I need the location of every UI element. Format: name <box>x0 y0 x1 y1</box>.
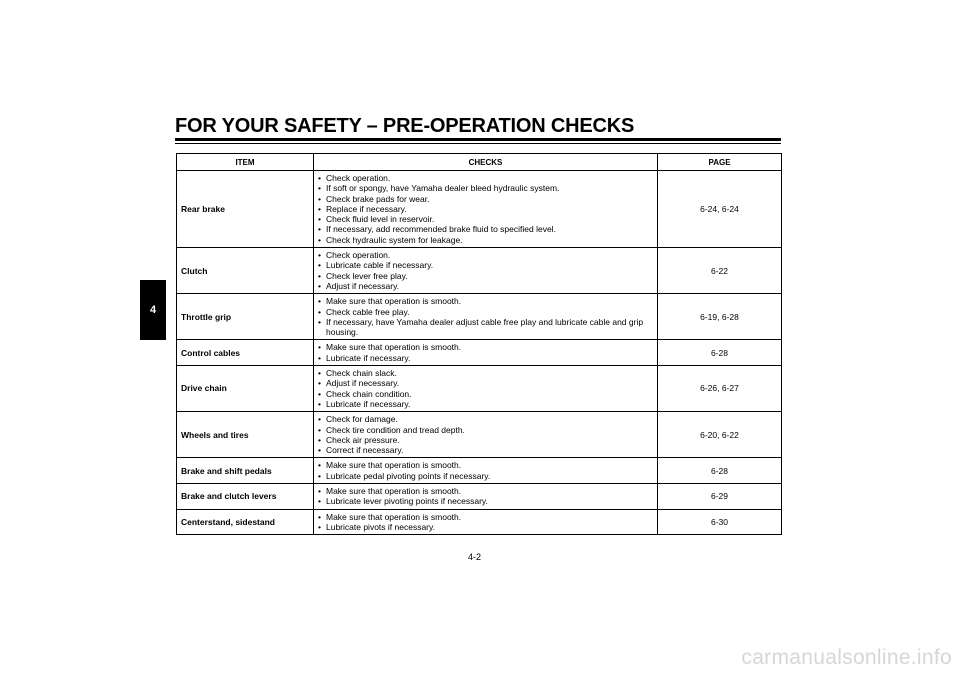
title-rule-thick <box>175 138 781 141</box>
item-cell: Brake and shift pedals <box>177 458 314 484</box>
item-cell: Rear brake <box>177 171 314 248</box>
check-list-item: • Check for damage. <box>318 414 651 424</box>
check-list <box>318 250 651 291</box>
checks-cell <box>314 294 658 340</box>
checks-cell <box>314 366 658 412</box>
check-list <box>318 368 651 409</box>
check-list <box>318 173 651 245</box>
table-row <box>177 484 782 510</box>
check-list <box>318 414 651 455</box>
header-page: PAGE <box>658 154 782 171</box>
check-list <box>318 342 651 363</box>
check-list-item: • Make sure that operation is smooth. <box>318 512 651 522</box>
page-number: 4-2 <box>468 552 482 562</box>
table-row <box>177 458 782 484</box>
check-list-item: • Lubricate pivots if necessary. <box>318 522 651 532</box>
title-rule-thin <box>175 143 781 144</box>
check-list-item: • Replace if necessary. <box>318 204 651 214</box>
item-cell: Drive chain <box>177 366 314 412</box>
item-cell: Brake and clutch levers <box>177 484 314 510</box>
checks-cell <box>314 171 658 248</box>
page-ref-cell: 6-19, 6-28 <box>658 294 782 340</box>
check-list-item: • Lubricate if necessary. <box>318 399 651 409</box>
watermark-text: carmanualsonline.info <box>741 646 952 669</box>
table-row <box>177 340 782 366</box>
table-row <box>177 412 782 458</box>
check-list <box>318 486 651 507</box>
check-list-item: • Make sure that operation is smooth. <box>318 296 651 306</box>
item-cell: Centerstand, sidestand <box>177 509 314 535</box>
table-row <box>177 171 782 248</box>
check-list-item: • Correct if necessary. <box>318 445 651 455</box>
page-title: FOR YOUR SAFETY – PRE-OPERATION CHECKS <box>175 115 635 137</box>
check-list-item: • If necessary, have Yamaha dealer adjust cable free play and lubricate cable and grip housing. <box>318 317 651 338</box>
chapter-tab <box>140 280 166 340</box>
item-cell: Control cables <box>177 340 314 366</box>
table-row <box>177 294 782 340</box>
check-list-item: • Lubricate pedal pivoting points if necessary. <box>318 471 651 481</box>
chapter-tab-number: 4 <box>149 304 157 316</box>
table-row <box>177 509 782 535</box>
page-ref-cell: 6-20, 6-22 <box>658 412 782 458</box>
checks-cell <box>314 412 658 458</box>
check-list-item: • Check tire condition and tread depth. <box>318 425 651 435</box>
check-list-item: • If soft or spongy, have Yamaha dealer bleed hydraulic system. <box>318 183 651 193</box>
page-ref-cell: 6-29 <box>658 484 782 510</box>
page-ref-cell: 6-22 <box>658 248 782 294</box>
check-list-item: • Make sure that operation is smooth. <box>318 342 651 352</box>
check-list-item: • Check brake pads for wear. <box>318 194 651 204</box>
check-list <box>318 460 651 481</box>
check-list <box>318 296 651 337</box>
check-list-item: • If necessary, add recommended brake fluid to specified level. <box>318 224 651 234</box>
table-row <box>177 248 782 294</box>
header-checks: CHECKS <box>314 154 658 171</box>
check-list-item: • Check chain condition. <box>318 389 651 399</box>
check-list <box>318 512 651 533</box>
check-list-item: • Check air pressure. <box>318 435 651 445</box>
page-ref-cell: 6-30 <box>658 509 782 535</box>
check-list-item: • Check hydraulic system for leakage. <box>318 235 651 245</box>
checks-cell <box>314 509 658 535</box>
page-ref-cell: 6-26, 6-27 <box>658 366 782 412</box>
check-list-item: • Make sure that operation is smooth. <box>318 460 651 470</box>
check-list-item: • Check cable free play. <box>318 307 651 317</box>
page-ref-cell: 6-28 <box>658 458 782 484</box>
check-list-item: • Adjust if necessary. <box>318 378 651 388</box>
pre-operation-checks-table <box>176 153 782 535</box>
check-list-item: • Check lever free play. <box>318 271 651 281</box>
check-list-item: • Check operation. <box>318 250 651 260</box>
table-row <box>177 366 782 412</box>
header-item: ITEM <box>177 154 314 171</box>
table-body <box>177 171 782 535</box>
check-list-item: • Lubricate if necessary. <box>318 353 651 363</box>
item-cell: Clutch <box>177 248 314 294</box>
check-list-item: • Lubricate cable if necessary. <box>318 260 651 270</box>
check-list-item: • Lubricate lever pivoting points if necessary. <box>318 496 651 506</box>
check-list-item: • Make sure that operation is smooth. <box>318 486 651 496</box>
table-header-row <box>177 154 782 171</box>
page-ref-cell: 6-28 <box>658 340 782 366</box>
page-ref-cell: 6-24, 6-24 <box>658 171 782 248</box>
checks-cell <box>314 340 658 366</box>
checks-cell <box>314 484 658 510</box>
checks-cell <box>314 248 658 294</box>
check-list-item: • Check operation. <box>318 173 651 183</box>
checks-cell <box>314 458 658 484</box>
item-cell: Wheels and tires <box>177 412 314 458</box>
check-list-item: • Check fluid level in reservoir. <box>318 214 651 224</box>
check-list-item: • Check chain slack. <box>318 368 651 378</box>
item-cell: Throttle grip <box>177 294 314 340</box>
check-list-item: • Adjust if necessary. <box>318 281 651 291</box>
